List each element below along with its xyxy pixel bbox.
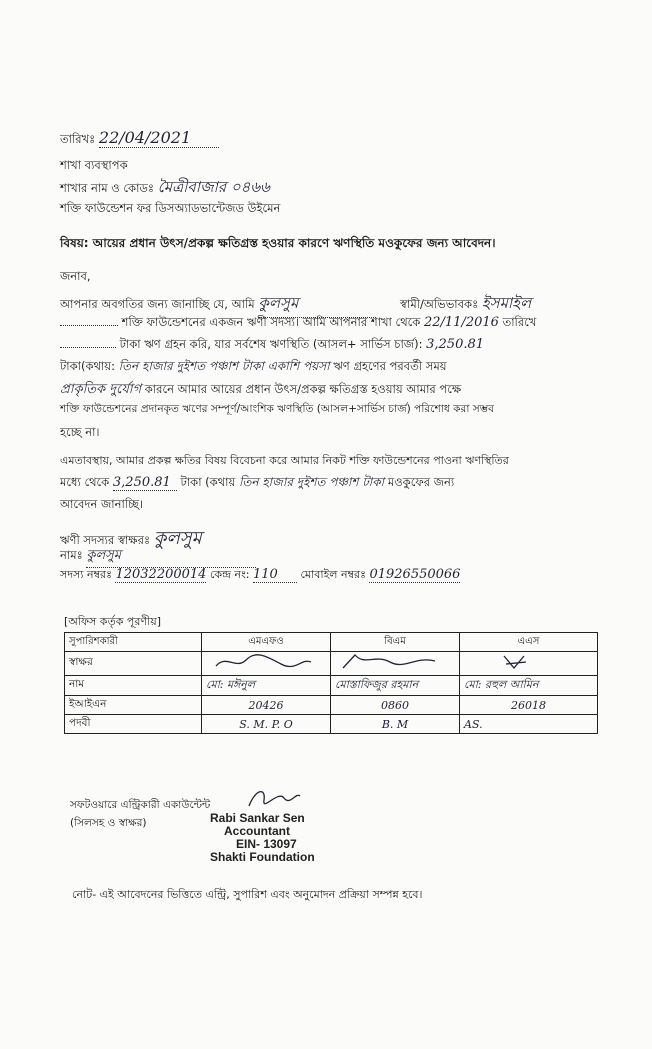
accountant-seal-note: (সিলসহ ও স্বাক্ষর): [70, 817, 147, 829]
body-text: শক্তি ফাউন্ডেশনের একজন ঋণী সদস্য। আমি আপনার শাখা থেকে: [121, 315, 421, 329]
member-number: 12032200014: [115, 567, 207, 582]
table-cell: S. M. P. O: [202, 715, 331, 734]
applicant-name: কুলসুম: [258, 292, 376, 318]
amount-words-2: তিন হাজার দুইশত পঞ্চাশ টাকা: [238, 475, 385, 489]
waiver-value: 3,250.81: [113, 475, 177, 491]
table-row: [65, 652, 598, 676]
number-label: সদস্য নম্বরঃ: [60, 568, 112, 581]
body-line-7: হচ্ছে না।: [60, 425, 100, 439]
signature-mark: [464, 652, 574, 672]
body-text: টাকা(কথায়:: [60, 359, 115, 373]
body-line-5: [60, 380, 461, 401]
table-cell: 26018: [460, 696, 598, 715]
body-line-3: [60, 336, 484, 355]
date-label: তারিখঃ: [60, 132, 96, 146]
manager-label: শাখা ব্যবস্থাপক: [60, 158, 128, 172]
member-name-row: [60, 546, 256, 568]
cause-value: প্রাকৃতিক দুর্যোগ: [60, 382, 142, 397]
branch-row: [60, 176, 270, 201]
centre-label: কেন্দ্র নং:: [209, 568, 250, 581]
mobile-label: মোবাইল নম্বরঃ: [300, 568, 366, 581]
balance-value: 3,250.81: [426, 337, 485, 352]
table-row: [65, 676, 598, 696]
member-signature: কুলসুম: [153, 528, 202, 549]
body-line-4: [60, 358, 446, 378]
office-table: [64, 632, 598, 734]
accountant-stamp: [210, 812, 315, 864]
member-number-row: [60, 566, 460, 585]
blank-field: [60, 325, 118, 326]
row-label: স্বাক্ষর: [65, 652, 202, 676]
guardian-label: স্বামী/অভিভাবকঃ: [400, 297, 479, 311]
table-cell: মো: মঈনুল: [202, 676, 331, 696]
subject-line: বিষয়: আয়ের প্রধান উৎস/প্রকল্প ক্ষতিগ্রস্ত হওয়ার কারণে ঋণস্থিতি মওকুফের জন্য আবেদন।: [60, 236, 496, 250]
stamp-title: Accountant: [224, 824, 290, 838]
body-text: আপনার অবগতির জন্য জানাচ্ছি যে, আমি: [60, 297, 255, 311]
table-header-cell: বিএম: [331, 633, 460, 652]
mobile-value: 01926550066: [369, 567, 461, 582]
stamp-org: Shakti Foundation: [210, 850, 315, 864]
footer-note: নোট- এই আবেদনের ভিত্তিতে এন্ট্রি, সুপারিশ এবং অনুমোদন প্রক্রিয়া সম্পন্ন হবে।: [72, 888, 423, 901]
amount-words-1: তিন হাজার দুইশত পঞ্চাশ টাকা একাশি পয়সা: [118, 359, 330, 373]
table-cell: 0860: [331, 696, 460, 715]
row-label: ইআইএন: [65, 696, 202, 715]
guardian-name: ইসমাইল: [481, 294, 532, 312]
signature-label: ঋণী সদস্যর স্বাক্ষরঃ: [60, 533, 151, 547]
date-row: [60, 128, 219, 150]
accountant-role: সফটওয়ারে এন্ট্রিকারী একাউন্টেন্ট: [70, 799, 211, 811]
branch-label: শাখার নাম ও কোডঃ: [60, 181, 155, 195]
body-text: মওকুফের জন্য: [387, 475, 455, 489]
body-text: টাকা ঋণ গ্রহন করি, যার সর্বশেষ ঋণস্থিতি (আসল+ সার্ভিস চার্জ):: [119, 337, 423, 351]
branch-value: মৈত্রীবাজার ০৪৬৬: [157, 178, 270, 196]
table-cell: AS.: [460, 715, 598, 734]
signature-mark: [335, 652, 445, 672]
table-cell: 20426: [202, 696, 331, 715]
table-cell: মো: রহুল আমিন: [460, 676, 598, 696]
table-row: [65, 696, 598, 715]
table-header-row: [65, 633, 598, 652]
body-line-8: এমতাবস্থায়, আমার প্রকল্প ক্ষতির বিষয় বিবেচনা করে আমার নিকট শক্তি ফাউন্ডেশনের পাওনা ঋণস্থিতির: [60, 454, 509, 467]
member-name: কুলসুম: [86, 546, 256, 568]
signature-cell: [331, 652, 460, 676]
table-cell: B. M: [331, 715, 460, 734]
name-label: নামঃ: [60, 548, 83, 562]
salutation: জনাব,: [60, 269, 91, 283]
body-line-9: [60, 474, 454, 494]
stamp-ein: EIN- 13097: [236, 837, 297, 851]
body-text: তারিখে: [502, 315, 537, 329]
body-text: টাকা (কথায়: [180, 475, 236, 489]
table-header-cell: সুপারিশকারী: [65, 633, 202, 652]
row-label: নাম: [65, 676, 202, 696]
body-text: ঋণ গ্রহণের পরবর্তী সময়: [333, 359, 447, 373]
date-value: 22/04/2021: [99, 128, 219, 148]
body-line-2: [60, 314, 536, 333]
signature-cell: [460, 652, 598, 676]
office-title: [অফিস কর্তৃক পূরণীয়]: [64, 615, 161, 628]
blank-field: [60, 347, 116, 348]
table-cell: মোস্তাফিজুর রহমান: [331, 676, 460, 696]
table-header-cell: এমএফও: [202, 633, 331, 652]
table-row: [65, 715, 598, 734]
signature-mark: [206, 652, 316, 672]
accountant-signature: [244, 784, 304, 812]
org-line: শক্তি ফাউন্ডেশন ফর ডিসঅ্যাডভান্টেজড উইমেন: [60, 201, 281, 215]
row-label: পদবী: [65, 715, 202, 734]
body-text: মধ্যে থেকে: [60, 475, 110, 489]
body-line-6: শক্তি ফাউন্ডেশনের প্রদানকৃত ঋণের সম্পূর্ণ/আংশিক ঋণস্থিতি (আসল+সার্ভিস চার্জ) পরিশোধ করা সম্ভব: [60, 403, 495, 415]
centre-value: 110: [253, 567, 297, 583]
body-line-10: আবেদন জানাচ্ছি।: [60, 497, 144, 511]
loan-date: 22/11/2016: [423, 315, 499, 330]
body-text: কারনে আমার আয়ের প্রধান উৎস/প্রকল্প ক্ষতিগ্রস্ত হওয়ায় আমার পক্ষে: [144, 382, 462, 396]
signature-cell: [202, 652, 331, 676]
table-header-cell: এএস: [460, 633, 598, 652]
stamp-name: Rabi Sankar Sen: [210, 811, 305, 825]
